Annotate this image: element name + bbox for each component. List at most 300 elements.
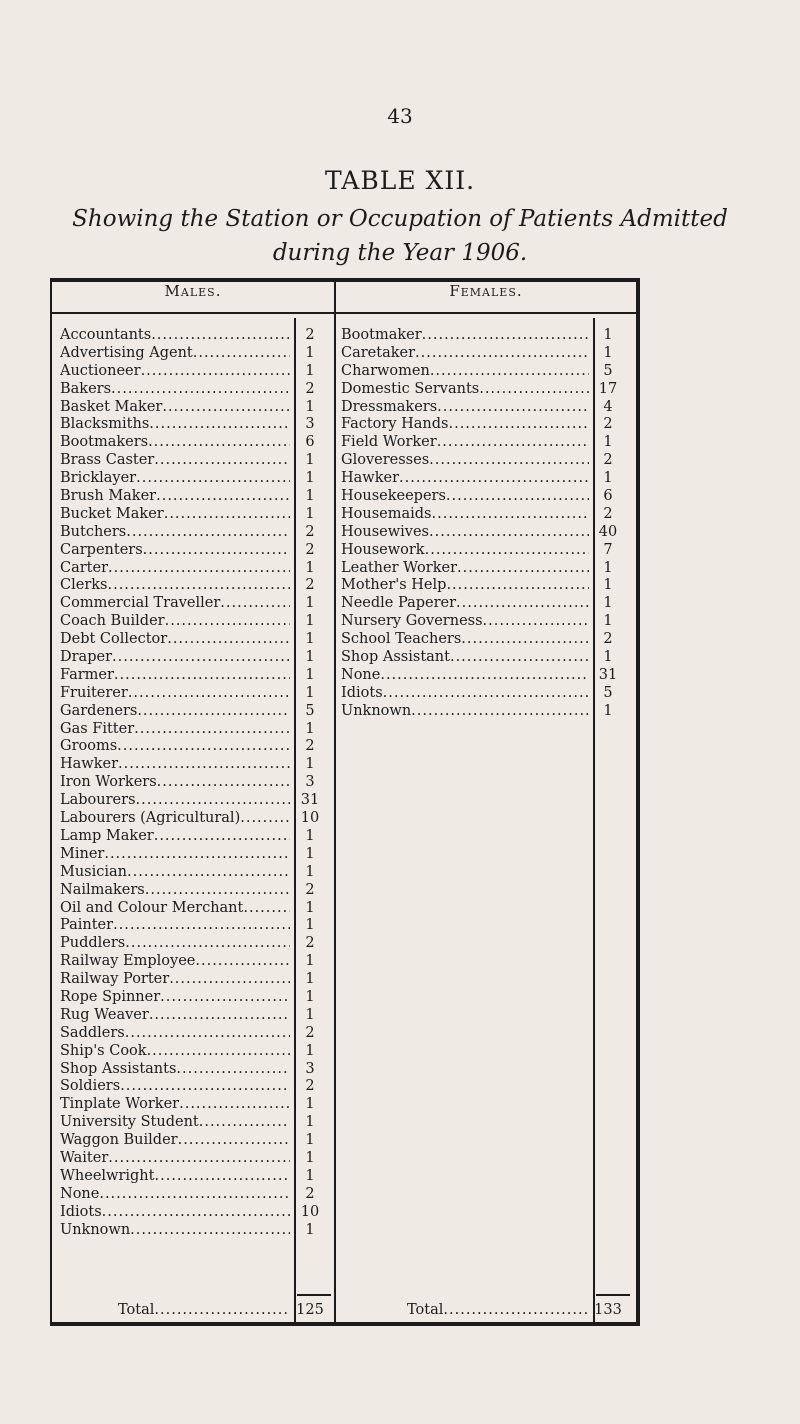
male-occupation-label: Bricklayer xyxy=(60,470,137,487)
female-occupation-label: Unknown xyxy=(341,702,412,719)
male-occupation-label: Basket Maker xyxy=(60,398,163,415)
female-row xyxy=(341,542,627,560)
female-row xyxy=(341,399,627,417)
male-count: 1 xyxy=(305,1132,315,1149)
male-count: 3 xyxy=(305,416,315,433)
male-count: 1 xyxy=(305,344,315,361)
male-row xyxy=(60,470,330,488)
leader-dots xyxy=(422,327,589,345)
leader-dots xyxy=(111,381,290,399)
male-occupation-label: Gas Fitter xyxy=(60,720,135,737)
male-row xyxy=(60,810,330,828)
leader-dots xyxy=(164,506,290,524)
male-count: 2 xyxy=(305,738,315,755)
male-occupation-label: Accountants xyxy=(60,327,152,343)
table-subtitle xyxy=(40,202,760,270)
male-count: 1 xyxy=(305,845,315,862)
male-occupation-label: Auctioneer xyxy=(60,362,141,379)
leader-dots xyxy=(443,1300,589,1320)
male-occupation-label: Tinplate Worker xyxy=(60,1096,180,1113)
leader-dots xyxy=(456,595,589,613)
leader-dots xyxy=(437,434,589,452)
male-row xyxy=(60,756,330,774)
females-list xyxy=(341,327,627,721)
leader-dots xyxy=(446,577,589,595)
leader-dots xyxy=(430,363,589,381)
male-count: 1 xyxy=(305,1149,315,1166)
male-row xyxy=(60,971,330,989)
female-count: 2 xyxy=(603,505,613,522)
female-row xyxy=(341,703,627,721)
leader-dots xyxy=(126,524,290,542)
leader-dots xyxy=(114,667,290,685)
male-occupation-label: Wheelwright xyxy=(60,1167,155,1184)
leader-dots xyxy=(147,1043,290,1061)
male-occupation-label: Ship's Cook xyxy=(60,1042,147,1059)
female-occupation-label: Shop Assistant xyxy=(341,649,450,666)
leader-dots xyxy=(149,416,290,434)
male-row xyxy=(60,1204,330,1222)
male-row xyxy=(60,381,330,399)
male-row xyxy=(60,363,330,381)
leader-dots xyxy=(383,685,589,703)
male-count: 6 xyxy=(305,434,315,451)
females-total-row xyxy=(341,1300,627,1320)
leader-dots xyxy=(432,506,590,524)
female-row xyxy=(341,613,627,631)
male-count: 2 xyxy=(305,523,315,540)
female-row xyxy=(341,577,627,595)
male-row xyxy=(60,631,330,649)
male-row xyxy=(60,1061,330,1079)
leader-dots xyxy=(154,1168,290,1186)
male-occupation-label: Waggon Builder xyxy=(60,1132,178,1149)
male-count: 1 xyxy=(305,1167,315,1184)
male-occupation-label: Lamp Maker xyxy=(60,827,154,844)
male-occupation-label: Clerks xyxy=(60,577,108,594)
leader-dots xyxy=(461,631,589,649)
female-occupation-label: Domestic Servants xyxy=(341,380,480,397)
leader-dots xyxy=(437,399,589,417)
male-count: 2 xyxy=(305,327,315,343)
male-count: 1 xyxy=(305,827,315,844)
male-row xyxy=(60,685,330,703)
male-occupation-label: Blacksmiths xyxy=(60,416,150,433)
male-occupation-label: Iron Workers xyxy=(60,774,157,791)
male-occupation-label: Butchers xyxy=(60,523,127,540)
page-number: 43 xyxy=(387,104,413,128)
male-count: 1 xyxy=(305,863,315,880)
females-total-label: Total xyxy=(407,1302,444,1318)
leader-dots xyxy=(169,971,290,989)
female-count: 1 xyxy=(603,434,613,451)
leader-dots xyxy=(136,792,290,810)
female-count: 1 xyxy=(603,649,613,666)
female-row xyxy=(341,649,627,667)
leader-dots xyxy=(145,882,290,900)
female-occupation-label: Nursery Governess xyxy=(341,613,483,630)
leader-dots xyxy=(125,935,290,953)
female-row xyxy=(341,452,627,470)
leader-dots xyxy=(148,434,290,452)
males-list xyxy=(60,327,330,1239)
female-occupation-label: Dressmakers xyxy=(341,398,438,415)
leader-dots xyxy=(99,1186,290,1204)
females-header: Females. xyxy=(449,282,523,300)
female-occupation-label: Needle Paperer xyxy=(341,595,457,612)
male-row xyxy=(60,416,330,434)
male-count: 1 xyxy=(305,988,315,1005)
female-total-rule xyxy=(596,1294,630,1296)
male-occupation-label: Soldiers xyxy=(60,1078,121,1095)
male-occupation-label: Waiter xyxy=(60,1149,109,1166)
male-occupation-label: Nailmakers xyxy=(60,881,145,898)
male-occupation-label: Gardeners xyxy=(60,702,138,719)
male-count: 10 xyxy=(300,1203,320,1220)
leader-dots xyxy=(399,470,589,488)
male-count: 1 xyxy=(305,917,315,934)
leader-dots xyxy=(104,846,290,864)
female-occupation-label: Caretaker xyxy=(341,344,416,361)
male-occupation-label: Debt Collector xyxy=(60,631,168,648)
male-row xyxy=(60,452,330,470)
female-occupation-label: Idiots xyxy=(341,684,383,701)
male-occupation-label: Bucket Maker xyxy=(60,505,164,522)
male-occupation-label: Carpenters xyxy=(60,541,143,558)
female-count: 1 xyxy=(603,559,613,576)
male-row xyxy=(60,524,330,542)
male-row xyxy=(60,345,330,363)
leader-dots xyxy=(107,577,290,595)
leader-dots xyxy=(117,738,290,756)
males-total-row xyxy=(60,1300,330,1320)
female-count: 1 xyxy=(603,595,613,612)
male-count: 5 xyxy=(305,702,315,719)
leader-dots xyxy=(112,649,290,667)
leader-dots xyxy=(429,452,589,470)
male-count: 1 xyxy=(305,362,315,379)
females-total-value: 133 xyxy=(594,1302,622,1318)
female-count: 5 xyxy=(603,362,613,379)
male-count: 1 xyxy=(305,488,315,505)
female-row xyxy=(341,434,627,452)
male-count: 2 xyxy=(305,1024,315,1041)
leader-dots xyxy=(240,810,290,828)
male-count: 2 xyxy=(305,935,315,952)
male-row xyxy=(60,703,330,721)
leader-dots xyxy=(176,1061,290,1079)
male-row xyxy=(60,488,330,506)
male-row xyxy=(60,577,330,595)
female-count: 6 xyxy=(603,488,613,505)
male-count: 31 xyxy=(300,792,320,809)
male-occupation-label: Hawker xyxy=(60,756,118,773)
male-row xyxy=(60,649,330,667)
male-row xyxy=(60,327,330,345)
leader-dots xyxy=(120,1078,290,1096)
male-count: 1 xyxy=(305,649,315,666)
leader-dots xyxy=(425,542,589,560)
female-occupation-label: Leather Worker xyxy=(341,559,458,576)
male-occupation-label: Railway Employee xyxy=(60,953,196,970)
female-count: 5 xyxy=(603,684,613,701)
female-count: 40 xyxy=(598,523,618,540)
female-count: 7 xyxy=(603,541,613,558)
leader-dots xyxy=(143,542,290,560)
male-row xyxy=(60,595,330,613)
males-total-value: 125 xyxy=(296,1302,324,1318)
female-occupation-label: Field Worker xyxy=(341,434,437,451)
male-row xyxy=(60,792,330,810)
male-row xyxy=(60,667,330,685)
male-row xyxy=(60,1222,330,1240)
female-row xyxy=(341,685,627,703)
leader-dots xyxy=(450,649,589,667)
leader-dots xyxy=(134,721,290,739)
male-count: 3 xyxy=(305,774,315,791)
male-count: 1 xyxy=(305,1006,315,1023)
leader-dots xyxy=(149,1007,290,1025)
leader-dots xyxy=(130,1222,290,1240)
leader-dots xyxy=(151,327,290,345)
leader-dots xyxy=(102,1204,290,1222)
female-occupation-label: Housewives xyxy=(341,523,429,540)
male-row xyxy=(60,738,330,756)
male-count: 1 xyxy=(305,1042,315,1059)
male-row xyxy=(60,613,330,631)
leader-dots xyxy=(118,756,290,774)
male-occupation-label: Shop Assistants xyxy=(60,1060,177,1077)
female-occupation-label: Housework xyxy=(341,541,425,558)
female-occupation-label: Housemaids xyxy=(341,505,432,522)
male-count: 10 xyxy=(300,810,320,827)
leader-dots xyxy=(243,900,290,918)
leader-dots xyxy=(446,488,589,506)
female-count: 2 xyxy=(603,452,613,469)
leader-dots xyxy=(154,1300,290,1320)
male-row xyxy=(60,1043,330,1061)
male-occupation-label: Grooms xyxy=(60,738,118,755)
leader-dots xyxy=(220,595,290,613)
male-count: 1 xyxy=(305,720,315,737)
female-occupation-label: Hawker xyxy=(341,470,399,487)
male-row xyxy=(60,1078,330,1096)
leader-dots xyxy=(141,363,290,381)
male-occupation-label: Labourers (Agricultural) xyxy=(60,810,241,827)
male-row xyxy=(60,434,330,452)
male-count: 1 xyxy=(305,899,315,916)
male-occupation-label: Draper xyxy=(60,649,112,666)
male-row xyxy=(60,721,330,739)
male-occupation-label: Brass Caster xyxy=(60,452,155,469)
male-row xyxy=(60,560,330,578)
male-count: 1 xyxy=(305,470,315,487)
male-occupation-label: Unknown xyxy=(60,1221,131,1238)
male-count: 1 xyxy=(305,684,315,701)
female-row xyxy=(341,560,627,578)
male-count: 2 xyxy=(305,577,315,594)
male-occupation-label: Railway Porter xyxy=(60,971,170,988)
male-occupation-label: Commercial Traveller xyxy=(60,595,221,612)
column-divider-center xyxy=(334,282,336,1322)
male-occupation-label: Painter xyxy=(60,917,114,934)
male-count: 2 xyxy=(305,1185,315,1202)
male-occupation-label: None xyxy=(60,1185,100,1202)
leader-dots xyxy=(136,470,290,488)
female-count: 2 xyxy=(603,631,613,648)
leader-dots xyxy=(483,613,589,631)
male-row xyxy=(60,1132,330,1150)
male-count: 1 xyxy=(305,666,315,683)
male-row xyxy=(60,1168,330,1186)
leader-dots xyxy=(108,560,290,578)
male-occupation-label: Oil and Colour Merchant xyxy=(60,899,244,916)
male-occupation-label: Bootmakers xyxy=(60,434,149,451)
leader-dots xyxy=(415,345,589,363)
header-divider xyxy=(52,312,636,314)
leader-dots xyxy=(113,917,290,935)
female-row xyxy=(341,470,627,488)
leader-dots xyxy=(125,1025,290,1043)
male-occupation-label: Rug Weaver xyxy=(60,1006,149,1023)
female-count: 4 xyxy=(603,398,613,415)
male-occupation-label: Labourers xyxy=(60,792,136,809)
leader-dots xyxy=(154,452,290,470)
female-count: 17 xyxy=(598,380,618,397)
male-count: 1 xyxy=(305,595,315,612)
male-row xyxy=(60,917,330,935)
female-row xyxy=(341,506,627,524)
male-occupation-label: Farmer xyxy=(60,666,114,683)
leader-dots xyxy=(411,703,589,721)
subtitle-line-2: during the Year 1906. xyxy=(272,240,528,266)
male-row xyxy=(60,846,330,864)
leader-dots xyxy=(178,1132,290,1150)
male-occupation-label: Brush Maker xyxy=(60,488,157,505)
male-row xyxy=(60,1007,330,1025)
male-row xyxy=(60,882,330,900)
leader-dots xyxy=(380,667,589,685)
leader-dots xyxy=(156,488,290,506)
male-row xyxy=(60,828,330,846)
female-occupation-label: Gloveresses xyxy=(341,452,430,469)
leader-dots xyxy=(165,613,290,631)
male-occupation-label: Musician xyxy=(60,863,128,880)
female-count: 1 xyxy=(603,327,613,343)
female-row xyxy=(341,488,627,506)
male-count: 2 xyxy=(305,881,315,898)
female-row xyxy=(341,363,627,381)
male-count: 3 xyxy=(305,1060,315,1077)
female-count: 2 xyxy=(603,416,613,433)
male-count: 1 xyxy=(305,398,315,415)
male-row xyxy=(60,935,330,953)
leader-dots xyxy=(179,1096,290,1114)
male-occupation-label: Bakers xyxy=(60,380,112,397)
female-count: 1 xyxy=(603,702,613,719)
male-count: 2 xyxy=(305,541,315,558)
male-row xyxy=(60,1150,330,1168)
female-occupation-label: School Teachers xyxy=(341,631,462,648)
male-count: 1 xyxy=(305,1221,315,1238)
leader-dots xyxy=(137,703,290,721)
subtitle-line-1: Showing the Station or Occupation of Patients Admitted xyxy=(72,206,728,232)
female-occupation-label: Charwomen xyxy=(341,362,430,379)
female-row xyxy=(341,327,627,345)
leader-dots xyxy=(154,828,290,846)
male-occupation-label: University Student xyxy=(60,1114,199,1131)
leader-dots xyxy=(160,989,290,1007)
male-row xyxy=(60,399,330,417)
male-count: 1 xyxy=(305,613,315,630)
female-row xyxy=(341,667,627,685)
male-row xyxy=(60,1096,330,1114)
male-row xyxy=(60,864,330,882)
male-count: 1 xyxy=(305,756,315,773)
male-occupation-label: Carter xyxy=(60,559,109,576)
female-count: 1 xyxy=(603,577,613,594)
female-row xyxy=(341,524,627,542)
male-count: 1 xyxy=(305,953,315,970)
male-count: 2 xyxy=(305,380,315,397)
leader-dots xyxy=(199,1114,290,1132)
female-occupation-label: Bootmaker xyxy=(341,327,422,343)
leader-dots xyxy=(479,381,589,399)
male-row xyxy=(60,953,330,971)
male-count: 1 xyxy=(305,1114,315,1131)
female-count: 31 xyxy=(598,666,618,683)
male-row xyxy=(60,989,330,1007)
leader-dots xyxy=(193,345,290,363)
leader-dots xyxy=(429,524,589,542)
male-row xyxy=(60,1186,330,1204)
leader-dots xyxy=(157,774,290,792)
male-row xyxy=(60,1114,330,1132)
female-occupation-label: Factory Hands xyxy=(341,416,449,433)
male-occupation-label: Saddlers xyxy=(60,1024,125,1041)
female-row xyxy=(341,595,627,613)
female-occupation-label: None xyxy=(341,666,381,683)
male-count: 1 xyxy=(305,631,315,648)
leader-dots xyxy=(128,685,290,703)
female-occupation-label: Housekeepers xyxy=(341,488,446,505)
male-row xyxy=(60,542,330,560)
male-occupation-label: Fruiterer xyxy=(60,684,128,701)
male-occupation-label: Idiots xyxy=(60,1203,102,1220)
male-count: 1 xyxy=(305,971,315,988)
leader-dots xyxy=(127,864,290,882)
male-count: 1 xyxy=(305,452,315,469)
leader-dots xyxy=(108,1150,290,1168)
male-row xyxy=(60,774,330,792)
male-row xyxy=(60,1025,330,1043)
males-total-label: Total xyxy=(118,1302,155,1318)
female-count: 1 xyxy=(603,470,613,487)
male-row xyxy=(60,506,330,524)
male-count: 1 xyxy=(305,505,315,522)
leader-dots xyxy=(457,560,589,578)
female-row xyxy=(341,416,627,434)
leader-dots xyxy=(167,631,290,649)
male-occupation-label: Puddlers xyxy=(60,935,126,952)
female-count: 1 xyxy=(603,344,613,361)
female-row xyxy=(341,631,627,649)
table-title: TABLE XII. xyxy=(324,166,476,195)
male-occupation-label: Rope Spinner xyxy=(60,988,161,1005)
leader-dots xyxy=(162,399,290,417)
female-row xyxy=(341,381,627,399)
male-occupation-label: Coach Builder xyxy=(60,613,165,630)
